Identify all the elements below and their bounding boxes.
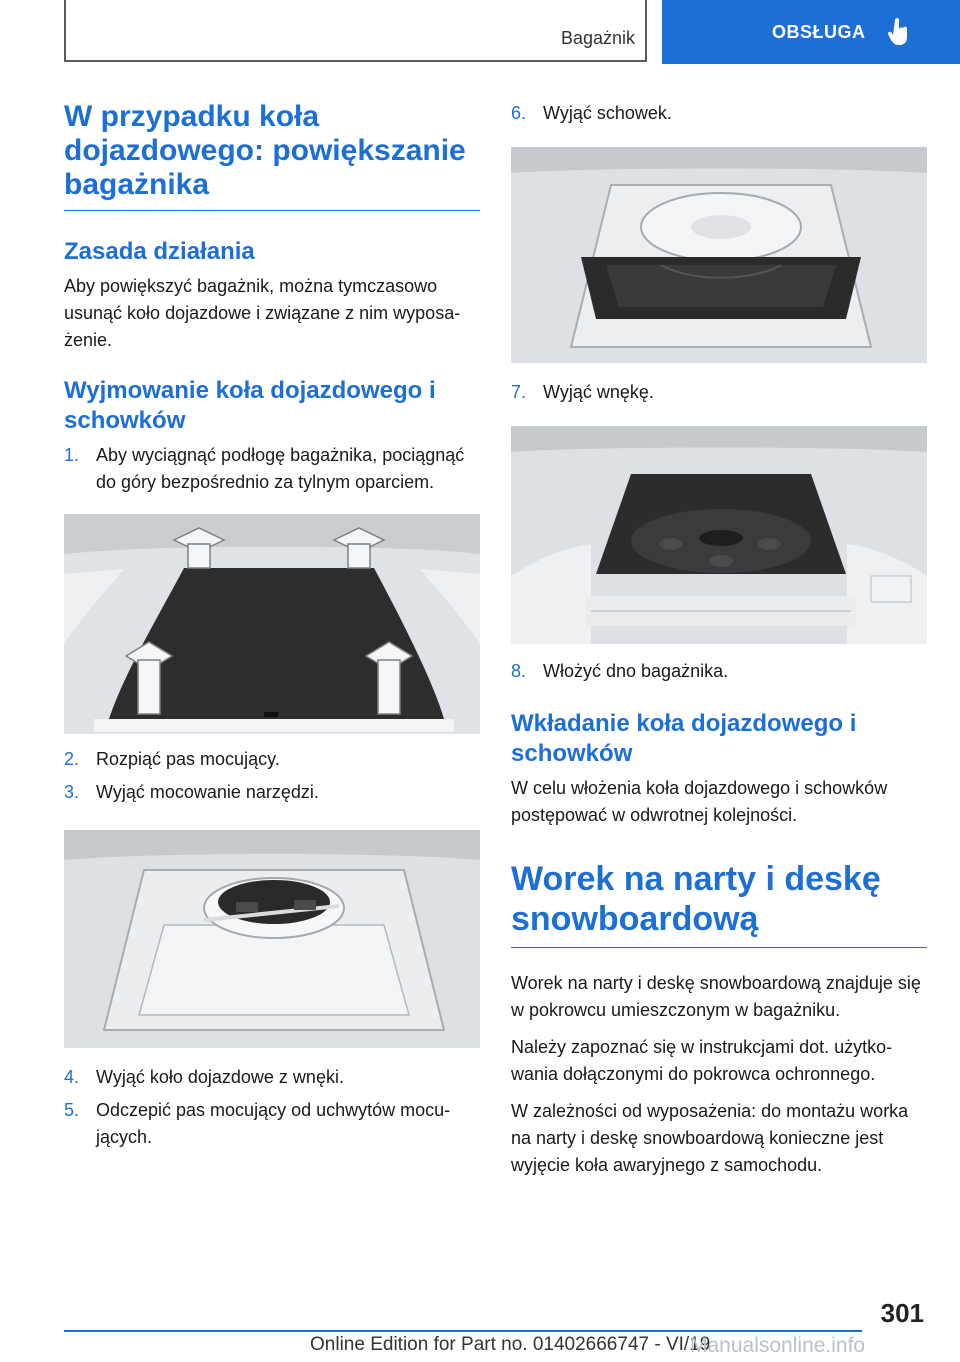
trunk-floor-illustration (64, 514, 480, 734)
insert-heading: Wkładanie koła dojazdowego i schowków (511, 710, 857, 767)
step-text: Rozpiąć pas mocujący. (96, 749, 280, 769)
step-8 (511, 658, 927, 685)
principle-heading: Zasada działania (64, 238, 255, 265)
wheel-recess-illustration (511, 426, 927, 644)
tab-label: OBSŁUGA (772, 21, 866, 42)
ski-paragraph-2: Należy zapoznać się w instrukcjami dot. użytkowania dołączonymi do pokrowca ochronnego. (511, 1037, 893, 1084)
ski-bag-title: Worek na narty i deskę snowboardową (511, 859, 927, 948)
step-7 (511, 379, 927, 406)
left-column (64, 100, 480, 1151)
insert-text: W celu włożenia koła dojazdowego i schowków postępować w odwrotnej kolejności. (511, 778, 888, 825)
page-number: 301 (880, 1298, 924, 1328)
storage-compartment-photo (511, 147, 927, 363)
step-4 (64, 1064, 480, 1091)
storage-compartment-illustration (511, 147, 927, 363)
right-column (511, 100, 927, 1179)
step-6 (511, 100, 927, 127)
step-number: 8. (511, 661, 527, 681)
watermark: Manualsonline.info (690, 1334, 866, 1357)
ski-paragraph-1: Worek na narty i deskę snowboardową znajduje się w pokrowcu umieszczonym w bagażniku. (511, 973, 921, 1020)
principle-text: Aby powiększyć bagażnik, można tymczasowo usunąć koło dojazdowe i związane z nim wyposażenie. (64, 276, 461, 350)
step-number: 2. (64, 749, 80, 769)
step-text: Włożyć dno bagażnika. (543, 661, 729, 681)
pointing-hand-icon (888, 18, 910, 46)
step-number: 5. (64, 1100, 80, 1120)
step-text: Aby wyciągnąć podłogę bagażnika, pociągnąć do góry bezpośrednio za tylnym oparciem. (96, 445, 465, 492)
spare-wheel-well-photo (64, 830, 480, 1048)
step-text: Wyjąć koło dojazdowe z wnęki. (96, 1067, 344, 1087)
trunk-floor-photo (64, 514, 480, 734)
footer-rule (64, 1330, 862, 1332)
header-frame (64, 0, 647, 62)
step-text: Wyjąć schowek. (543, 103, 672, 123)
wheel-recess-photo (511, 426, 927, 644)
step-number: 1. (64, 445, 80, 465)
step-3 (64, 779, 480, 806)
ski-paragraph-3: W zależności od wyposażenia: do montażu worka na narty i deskę snowboardową konieczne jest wyjęcie koła awaryjnego z samochodu. (511, 1101, 909, 1175)
step-number: 6. (511, 103, 527, 123)
step-text: Wyjąć wnękę. (543, 382, 654, 402)
step-5 (64, 1097, 480, 1151)
step-text: Wyjąć mocowanie narzędzi. (96, 782, 319, 802)
step-number: 3. (64, 782, 80, 802)
removal-heading: Wyjmowanie koła dojazdowego i schowków (64, 377, 436, 434)
edition-text: Online Edition for Part no. 01402666747 - VI/19 (310, 1334, 711, 1355)
tab-obsluga[interactable] (662, 0, 960, 64)
page-title: W przypadku koła dojazdowego: powiększanie bagażnika (64, 100, 480, 211)
spare-wheel-well-illustration (64, 830, 480, 1048)
step-1 (64, 442, 480, 496)
step-number: 7. (511, 382, 527, 402)
step-number: 4. (64, 1067, 80, 1087)
step-2 (64, 746, 480, 773)
section-title: Bagażnik (560, 28, 635, 48)
step-text: Odczepić pas mocujący od uchwytów mocujących. (96, 1100, 451, 1147)
